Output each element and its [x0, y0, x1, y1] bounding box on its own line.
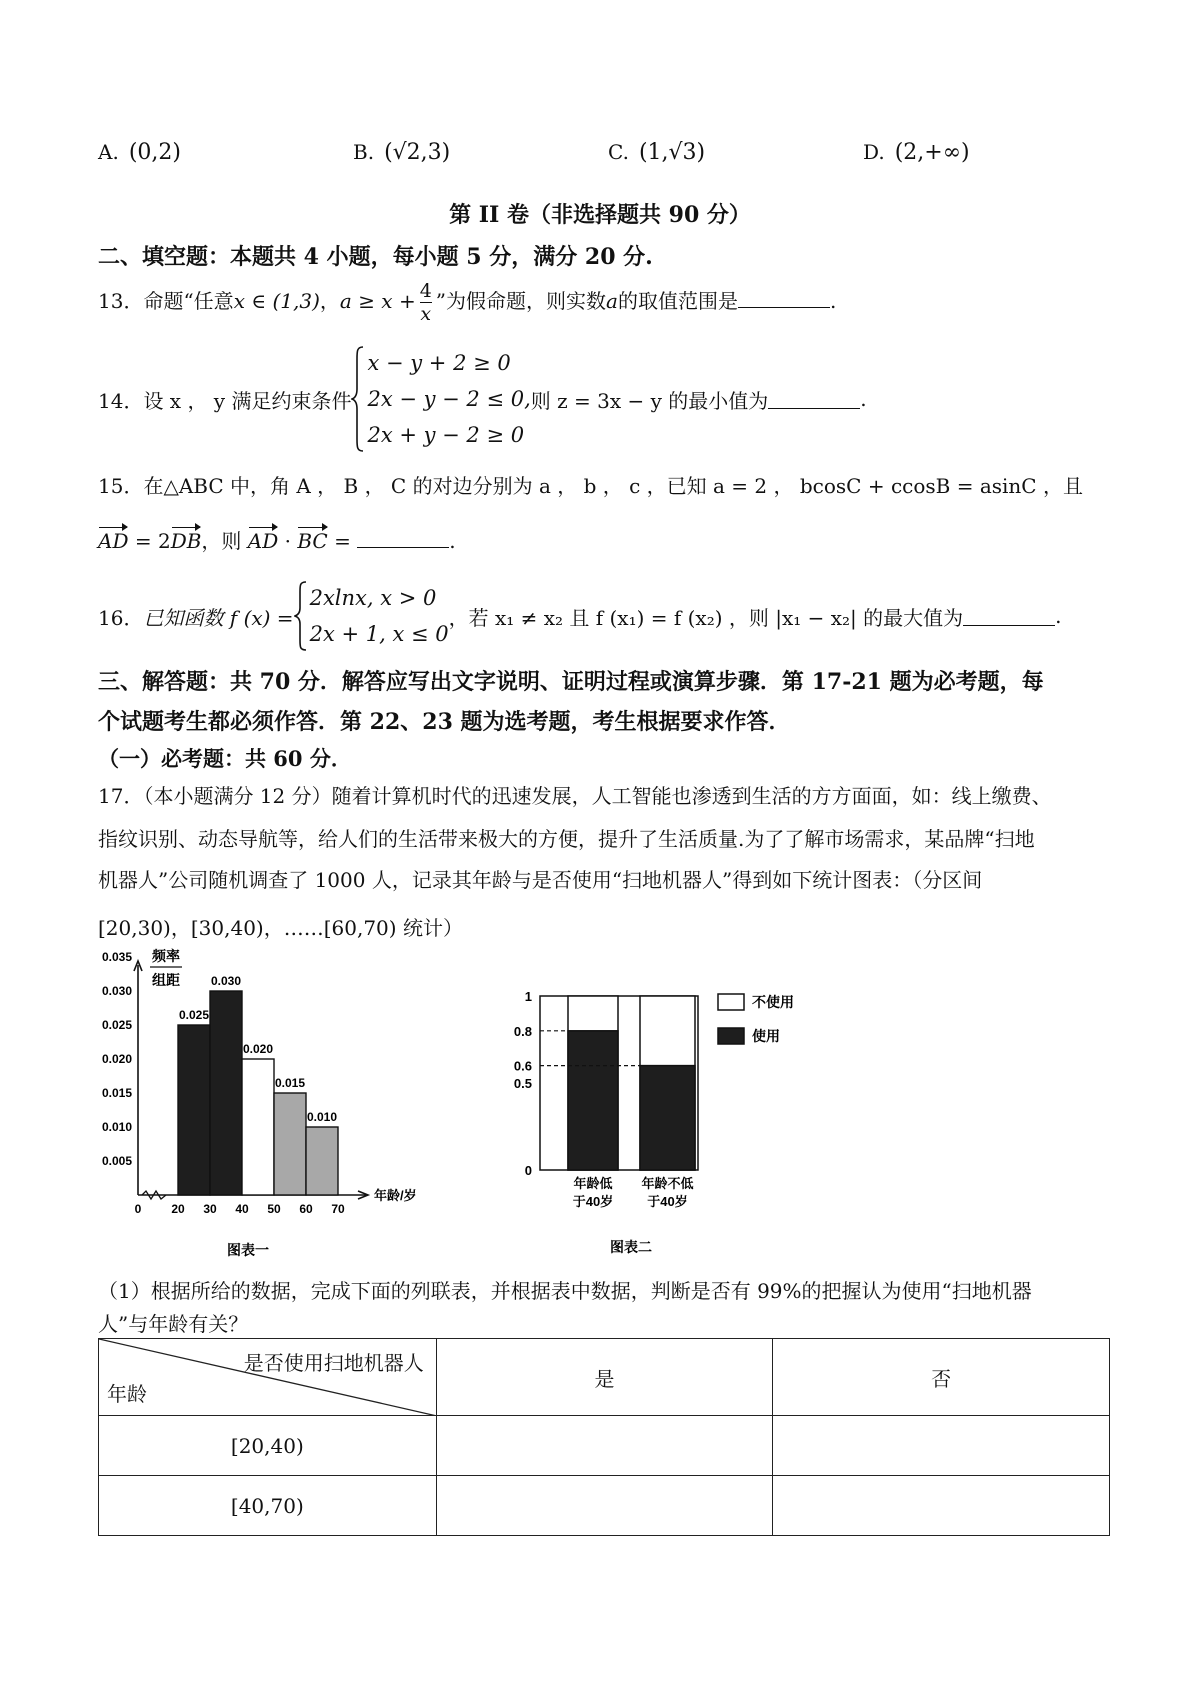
option-letter: B. [353, 140, 375, 164]
vector-db: DB [170, 529, 202, 553]
question-number: 16． [98, 605, 144, 630]
histogram-bar [210, 991, 242, 1195]
q13-text-c: 的取值范围是 [617, 289, 738, 313]
x-tick-label: 0 [134, 1202, 142, 1216]
q15-end: . [449, 529, 456, 553]
bar-value-label: 0.025 [178, 1008, 210, 1022]
subsection-required: （一）必考题：共 60 分． [98, 746, 352, 771]
q15-eq2: = [327, 529, 358, 553]
q14-lead: 设 x ， y 满足约束条件 [143, 388, 352, 413]
stacked-bar-chart [500, 978, 860, 1268]
numerator: 4 [419, 280, 432, 302]
question-15-line1 [98, 470, 1083, 499]
vector-ad: AD [98, 529, 129, 553]
answer-blank[interactable] [963, 606, 1055, 626]
left-brace-icon [351, 345, 365, 453]
fraction [420, 280, 432, 325]
col-header-yes: 是 [436, 1339, 773, 1416]
q15-eq: = 2 [128, 529, 171, 553]
section-heading-answer: 三、解答题：共 70 分．解答应写出文字说明、证明过程或演算步骤．第 17-21 题为必考题，每 [98, 669, 1044, 695]
q14-tail: 则 z = 3x − y 的最小值为 [530, 388, 769, 413]
question-number: 14． [98, 388, 144, 413]
bar-value-label: 0.020 [242, 1042, 274, 1056]
diag-bottom-label: 年龄 [107, 1382, 147, 1406]
option-value: (√2,3) [384, 140, 451, 165]
col-header-no: 否 [773, 1339, 1110, 1416]
option-letter: D. [863, 140, 885, 164]
constraint-system [351, 345, 530, 453]
q13-ineq: a ≥ x + [339, 289, 416, 313]
option-value: (2,+∞) [894, 140, 970, 165]
q13-text-a: 命题“任意 [143, 289, 234, 313]
y-tick-label: 0.010 [101, 1120, 132, 1134]
constraint-line: x − y + 2 ≥ 0 [367, 351, 511, 375]
chart-title: 图表一 [227, 1242, 269, 1258]
q17-line: [20,30)，[30,40)，……[60,70) 统计） [98, 916, 463, 940]
y-tick-label: 0.6 [513, 1058, 532, 1074]
constraint-line: 2x − y − 2 ≤ 0, [367, 387, 531, 411]
option-value: (0,2) [128, 140, 181, 165]
y-tick-label: 0.030 [101, 984, 132, 998]
option-letter: A. [98, 140, 119, 164]
histogram-bar [274, 1093, 306, 1195]
section-heading-answer-cont: 个试题考生都必须作答．第 22、23 题为选考题，考生根据要求作答． [98, 709, 791, 735]
answer-blank[interactable] [738, 288, 830, 308]
question-16 [98, 580, 1062, 652]
bar-value-label: 0.030 [210, 974, 242, 988]
x-axis-label: 年龄/岁 [374, 1188, 417, 1203]
diagonal-header-cell [99, 1339, 437, 1416]
option-d [863, 140, 970, 165]
vector-ad: AD [247, 529, 279, 553]
q13-var: a [606, 289, 618, 313]
y-tick-label: 0.020 [101, 1052, 132, 1066]
q17-line: 17．（本小题满分 12 分）随着计算机时代的迅速发展，人工智能也渗透到生活的方方面面，如：线上缴费、 [98, 784, 1052, 808]
q13-set: x ∈ (1,3) [233, 289, 320, 313]
q15-dot: · [278, 529, 298, 553]
vector-bc: BC [297, 529, 328, 553]
y-tick-label: 0.015 [101, 1086, 132, 1100]
x-tick-label: 60 [299, 1202, 313, 1216]
option-value: (1,√3) [638, 140, 706, 165]
piece-line: 2xlnx, x > 0 [309, 586, 437, 610]
table-row [99, 1476, 1110, 1536]
q17-line: 指纹识别、动态导航等，给人们的生活带来极大的方便，提升了生活质量.为了了解市场需求，某品牌“扫地 [98, 827, 1035, 851]
y-label-numerator: 频率 [152, 948, 180, 964]
table-header-row [99, 1339, 1110, 1416]
table-cell-empty[interactable] [436, 1476, 773, 1536]
x-category-label: 于40岁 [572, 1194, 614, 1209]
x-tick-label: 30 [203, 1202, 217, 1216]
q13-end: . [829, 289, 837, 313]
q15-mid: ，则 [201, 529, 248, 553]
table-row [99, 1416, 1110, 1476]
left-brace-icon [294, 580, 308, 652]
histogram-bar [178, 1025, 210, 1195]
y-tick-label: 0.8 [513, 1023, 532, 1039]
histogram-chart [98, 945, 518, 1265]
y-label-denominator: 组距 [152, 972, 180, 988]
row-label: [40,70) [99, 1476, 437, 1536]
piece-line: 2x + 1, x ≤ 0 [309, 622, 449, 646]
q16-end: . [1055, 604, 1062, 628]
x-tick-label: 40 [235, 1202, 249, 1216]
question-14 [98, 345, 867, 453]
q17-line: 机器人”公司随机调查了 1000 人，记录其年龄与是否使用“扫地机器人”得到如下统计图表：（分区间 [98, 868, 983, 892]
x-category-label: 年龄低 [573, 1176, 613, 1191]
q13-comma: ， [319, 289, 340, 313]
option-a [98, 140, 181, 165]
diag-top-label: 是否使用扫地机器人 [243, 1351, 424, 1375]
y-tick-label: 0.5 [513, 1076, 532, 1091]
question-15-line2 [98, 525, 456, 554]
legend-label: 使用 [752, 1028, 780, 1044]
x-category-label: 年龄不低 [641, 1176, 694, 1191]
y-tick-label: 1 [524, 989, 532, 1004]
option-b [353, 140, 450, 165]
legend-swatch-not-use [718, 994, 744, 1010]
option-letter: C. [608, 140, 629, 164]
constraint-line: 2x + y − 2 ≥ 0 [367, 423, 525, 447]
section-heading-fill-in: 二、填空题：本题共 4 小题，每小题 5 分，满分 20 分. [98, 244, 653, 270]
table-cell-empty[interactable] [773, 1476, 1110, 1536]
bar-segment-use [568, 1031, 618, 1170]
question-13 [98, 280, 836, 325]
legend-label: 不使用 [752, 994, 794, 1010]
denominator: x [420, 303, 432, 325]
bar-value-label: 0.015 [274, 1076, 306, 1090]
q17-part1-line: （1）根据所给的数据，完成下面的列联表，并根据表中数据，判断是否有 99%的把握认为使用“扫地机器 [98, 1279, 1032, 1303]
q14-end: . [860, 387, 867, 411]
y-tick-label: 0.005 [101, 1154, 132, 1168]
q17-part1-line: 人”与年龄有关？ [98, 1312, 249, 1336]
bar-value-label: 0.010 [306, 1110, 338, 1124]
x-tick-label: 50 [267, 1202, 281, 1216]
y-tick-label: 0 [524, 1163, 532, 1178]
contingency-table [98, 1338, 1110, 1536]
y-tick-label: 0.025 [101, 1018, 132, 1032]
x-category-label: 于40岁 [647, 1194, 688, 1209]
bar-segment-use [640, 1066, 695, 1170]
answer-blank[interactable] [768, 389, 860, 409]
x-tick-label: 70 [331, 1202, 345, 1216]
q16-tail: ，若 x₁ ≠ x₂ 且 f (x₁) = f (x₂) ，则 |x₁ − x₂| 的最大值为 [448, 605, 964, 630]
chart-title: 图表二 [610, 1239, 652, 1255]
q13-text-b: ”为假命题，则实数 [435, 289, 607, 313]
table-cell-empty[interactable] [436, 1416, 773, 1476]
question-number: 15． [98, 474, 144, 498]
y-tick-label: 0.035 [101, 950, 132, 964]
histogram-bar [242, 1059, 274, 1195]
table-cell-empty[interactable] [773, 1416, 1110, 1476]
histogram-bar [306, 1127, 338, 1195]
volume-title: 第 II 卷（非选择题共 90 分） [449, 202, 751, 228]
question-number: 13． [98, 289, 144, 313]
q16-lead: 已知函数 f (x) = [143, 605, 294, 630]
legend-swatch-use [718, 1028, 744, 1044]
row-label: [20,40) [99, 1416, 437, 1476]
q15-text: 在△ABC 中，角 A ， B ， C 的对边分别为 a ， b ， c ，已知 a = 2 ， bcosC + ccosB = asinC ，且 [143, 474, 1083, 498]
piecewise-function [294, 580, 449, 652]
option-c [608, 140, 705, 165]
answer-blank[interactable] [357, 528, 449, 548]
x-tick-label: 20 [171, 1202, 185, 1216]
